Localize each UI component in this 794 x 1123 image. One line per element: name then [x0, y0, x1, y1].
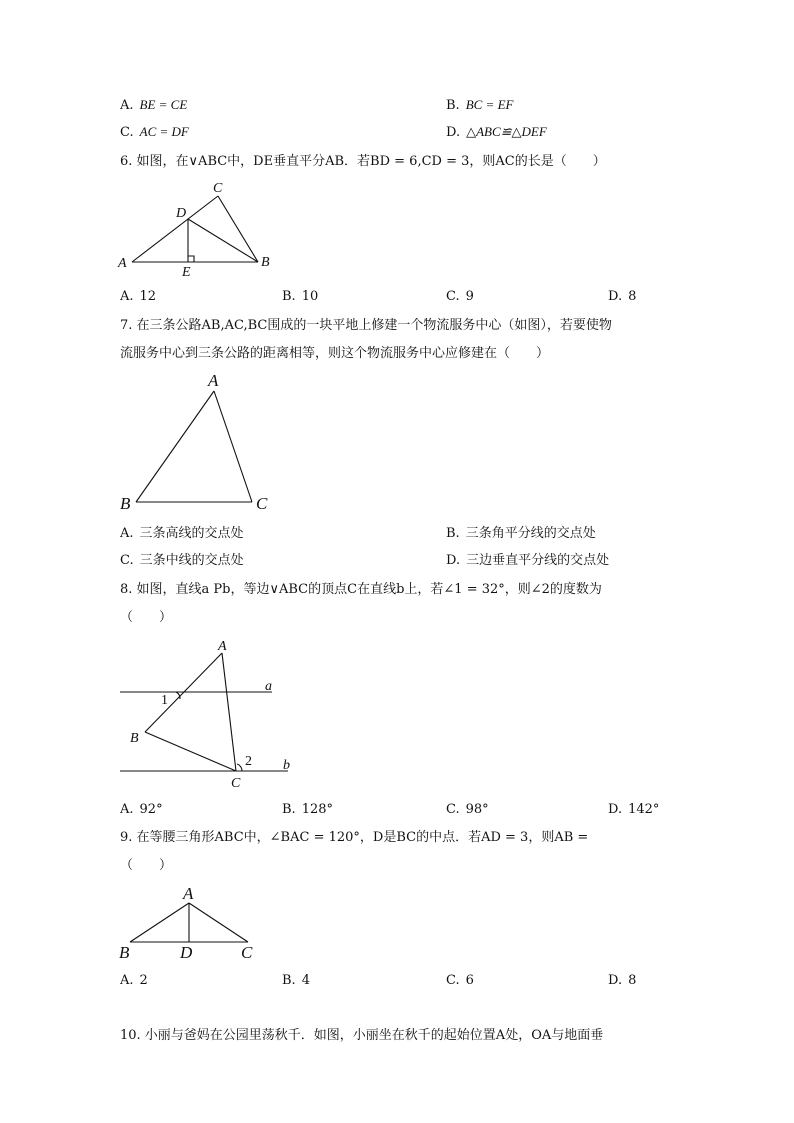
option-text: BE = CE [139, 97, 188, 112]
q9-option-c [446, 973, 474, 989]
q7-stem-line2: 流服务中心到三条公路的距离相等，则这个物流服务中心应修建在（ ） [120, 346, 550, 361]
q8-stem-line2: （ ） [120, 610, 173, 625]
option-text: 128° [301, 802, 334, 817]
option-text: 10 [301, 289, 319, 304]
label-b: B [120, 494, 131, 513]
q9-stem-line1: 9. 在等腰三角形ABC中，∠BAC = 120°，D是BC的中点．若AD = 3，则AB = [120, 830, 589, 845]
q6-stem: 6. 如图，在∨ABC中，DE垂直平分AB．若BD = 6,CD = 3，则AC的长是（ ） [120, 154, 606, 169]
label-c: C [231, 776, 241, 791]
option-letter: C. [120, 553, 134, 568]
label-b: B [130, 731, 139, 746]
option-text: 2 [139, 973, 148, 988]
label-e: E [182, 265, 191, 280]
option-letter: D. [608, 973, 623, 988]
option-text: 98° [465, 802, 489, 817]
option-text: 92° [139, 802, 163, 817]
label-c: C [213, 181, 223, 196]
option-letter: C. [446, 802, 460, 817]
option-letter: D. [446, 125, 461, 140]
option-text: 三条中线的交点处 [139, 553, 244, 568]
option-letter: C. [446, 973, 460, 988]
option-letter: A. [120, 289, 134, 304]
option-letter: A. [120, 802, 134, 817]
label-c: C [256, 494, 268, 513]
option-letter: A. [120, 98, 134, 113]
option-text: 9 [465, 289, 474, 304]
label-c: C [241, 943, 253, 962]
label-angle-1: 1 [161, 693, 168, 708]
option-letter: B. [446, 526, 460, 541]
option-text: △ABC≌△DEF [466, 124, 547, 139]
q9-option-d [608, 973, 636, 989]
option-letter: D. [608, 289, 623, 304]
option-text: 8 [628, 973, 637, 988]
option-text: 12 [139, 289, 157, 304]
q7-stem-line1: 7. 在三条公路AB,AC,BC围成的一块平地上修建一个物流服务中心（如图），若要使物 [120, 318, 612, 333]
segment-ac [189, 903, 248, 942]
label-a: A [183, 884, 194, 903]
label-d: D [176, 206, 187, 221]
label-angle-2: 2 [245, 754, 252, 769]
segment-ab [130, 903, 189, 942]
option-text: BC = EF [465, 97, 514, 112]
q9-stem-line2: （ ） [120, 858, 173, 873]
label-line-a: a [265, 679, 272, 694]
option-text: 8 [628, 289, 637, 304]
q9-option-a [120, 973, 148, 989]
option-letter: B. [282, 289, 296, 304]
q10-stem: 10. 小丽与爸妈在公园里荡秋千．如图，小丽坐在秋千的起始位置A处，OA与地面垂 [120, 1028, 604, 1043]
option-text: 6 [465, 973, 474, 988]
label-b: B [261, 255, 270, 270]
option-text: AC = DF [139, 124, 189, 139]
option-letter: D. [446, 553, 461, 568]
option-text: 142° [628, 802, 660, 817]
option-letter: A. [120, 973, 134, 988]
label-a: A [208, 371, 219, 390]
option-letter: A. [120, 526, 134, 541]
option-text: 三条角平分线的交点处 [465, 526, 596, 541]
option-text: 三条高线的交点处 [139, 526, 244, 541]
option-letter: D. [608, 802, 623, 817]
option-text: 三边垂直平分线的交点处 [466, 553, 610, 568]
option-letter: B. [282, 973, 296, 988]
label-b: B [119, 943, 130, 962]
option-text: 4 [301, 973, 310, 988]
option-letter: B. [282, 802, 296, 817]
q8-stem-line1: 8. 如图，直线a Pb，等边∨ABC的顶点C在直线b上，若∠1 = 32°，则∠2的度数为 [120, 582, 602, 597]
q9-option-b [282, 973, 310, 989]
option-letter: B. [446, 98, 460, 113]
label-d: D [180, 943, 193, 962]
label-a: A [118, 256, 127, 271]
option-letter: C. [120, 125, 134, 140]
label-line-b: b [283, 758, 290, 773]
option-letter: C. [446, 289, 460, 304]
label-a: A [218, 639, 227, 654]
